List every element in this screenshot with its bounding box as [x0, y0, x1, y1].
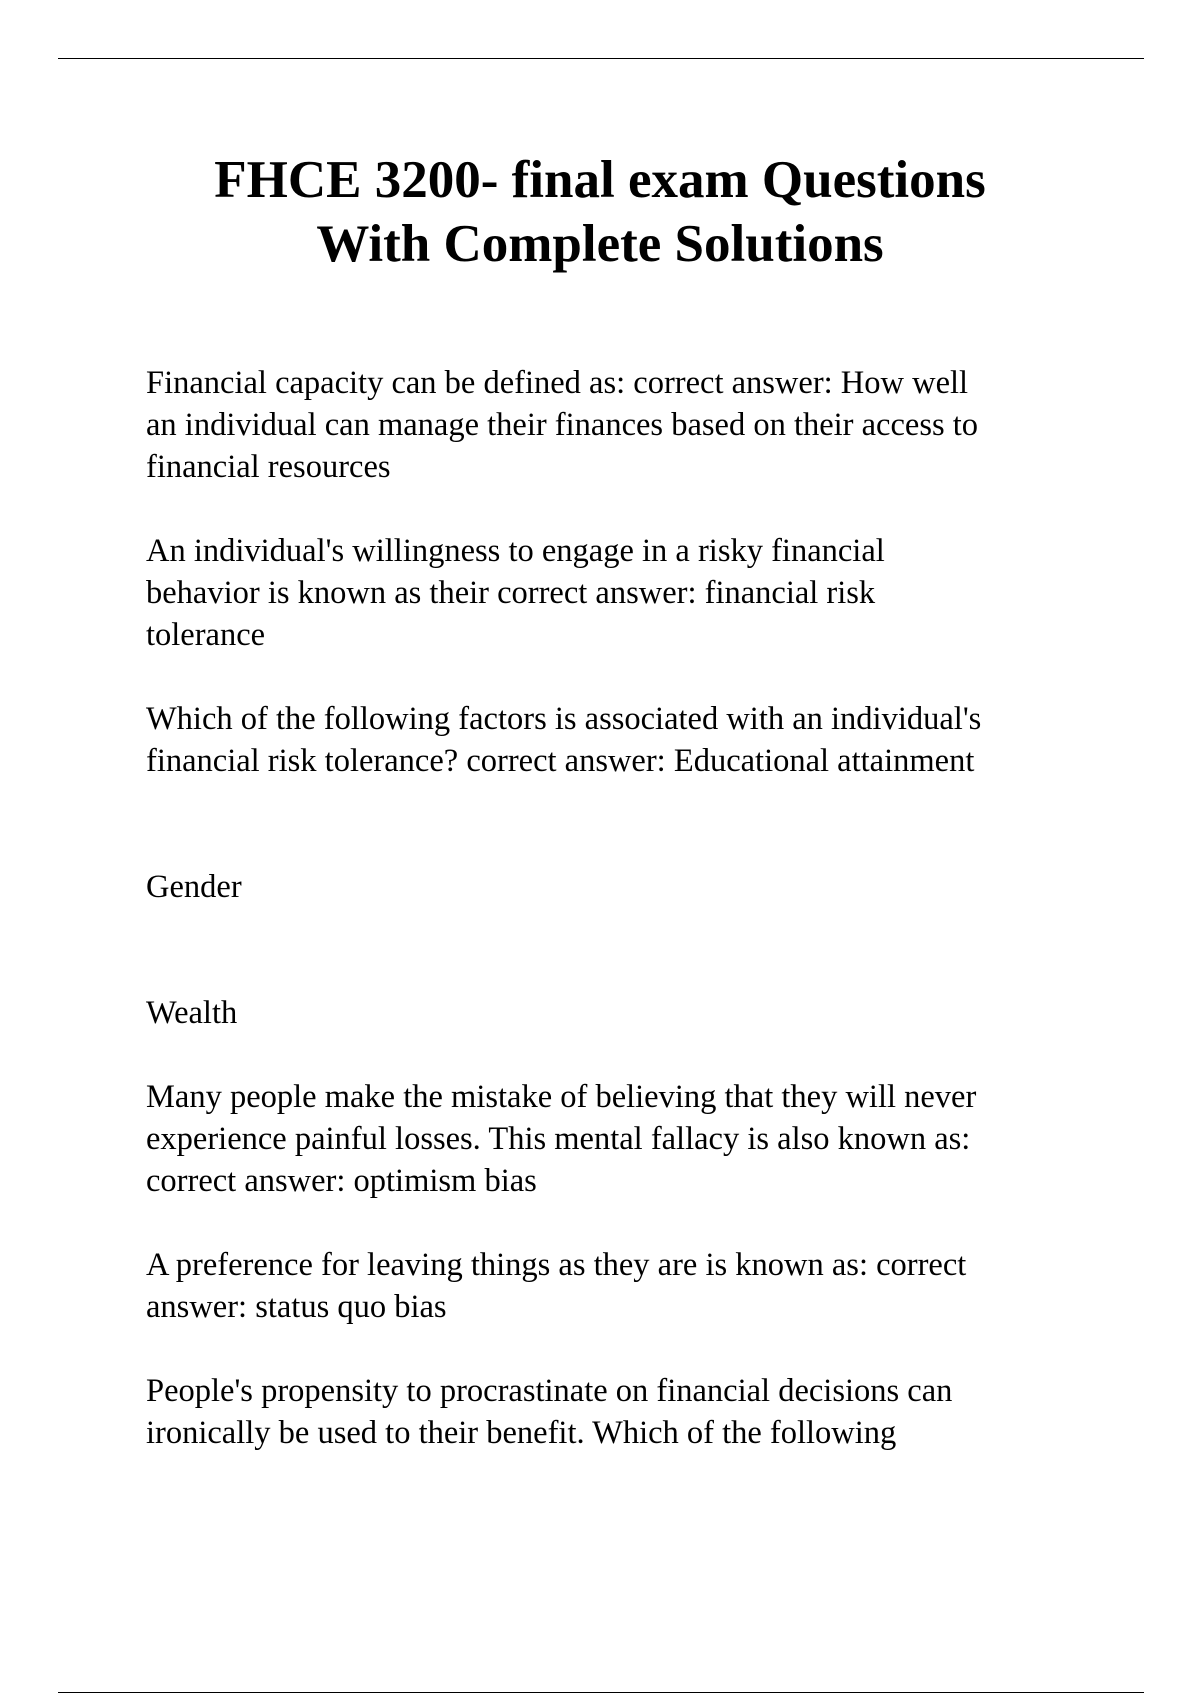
- document-title: [100, 148, 1100, 276]
- bottom-divider: [58, 1692, 1144, 1693]
- top-divider: [58, 58, 1144, 59]
- text-line: financial resources: [146, 449, 391, 485]
- text-line: An individual's willingness to engage in a risky financial: [146, 533, 885, 569]
- qa-paragraph-1: [146, 362, 1146, 488]
- text-line: answer: status quo bias: [146, 1289, 447, 1325]
- text-line: correct answer: optimism bias: [146, 1163, 537, 1199]
- title-line-1: FHCE 3200- final exam Questions: [214, 151, 986, 209]
- qa-paragraph-3: [146, 698, 1146, 782]
- text-line: tolerance: [146, 617, 266, 653]
- text-line: behavior is known as their correct answer: financial risk: [146, 575, 876, 611]
- text-line: Wealth: [146, 995, 238, 1031]
- qa-paragraph-5: [146, 1244, 1146, 1328]
- text-line: A preference for leaving things as they are is known as: correct: [146, 1247, 967, 1283]
- text-line: ironically be used to their benefit. Which of the following: [146, 1415, 897, 1451]
- text-line: financial risk tolerance? correct answer: Educational attainment: [146, 743, 975, 779]
- qa-paragraph-6: [146, 1370, 1146, 1454]
- text-line: experience painful losses. This mental fallacy is also known as:: [146, 1121, 971, 1157]
- text-line: an individual can manage their finances based on their access to: [146, 407, 979, 443]
- text-line: Financial capacity can be defined as: correct answer: How well: [146, 365, 969, 401]
- text-line: Many people make the mistake of believing that they will never: [146, 1079, 977, 1115]
- qa-paragraph-2: [146, 530, 1146, 656]
- document-body: [146, 362, 1146, 1496]
- answer-option-gender: [146, 866, 1146, 908]
- text-line: Which of the following factors is associated with an individual's: [146, 701, 982, 737]
- text-line: People's propensity to procrastinate on financial decisions can: [146, 1373, 953, 1409]
- text-line: Gender: [146, 869, 242, 905]
- answer-option-wealth: [146, 992, 1146, 1034]
- qa-paragraph-4: [146, 1076, 1146, 1202]
- title-line-2: With Complete Solutions: [316, 215, 884, 273]
